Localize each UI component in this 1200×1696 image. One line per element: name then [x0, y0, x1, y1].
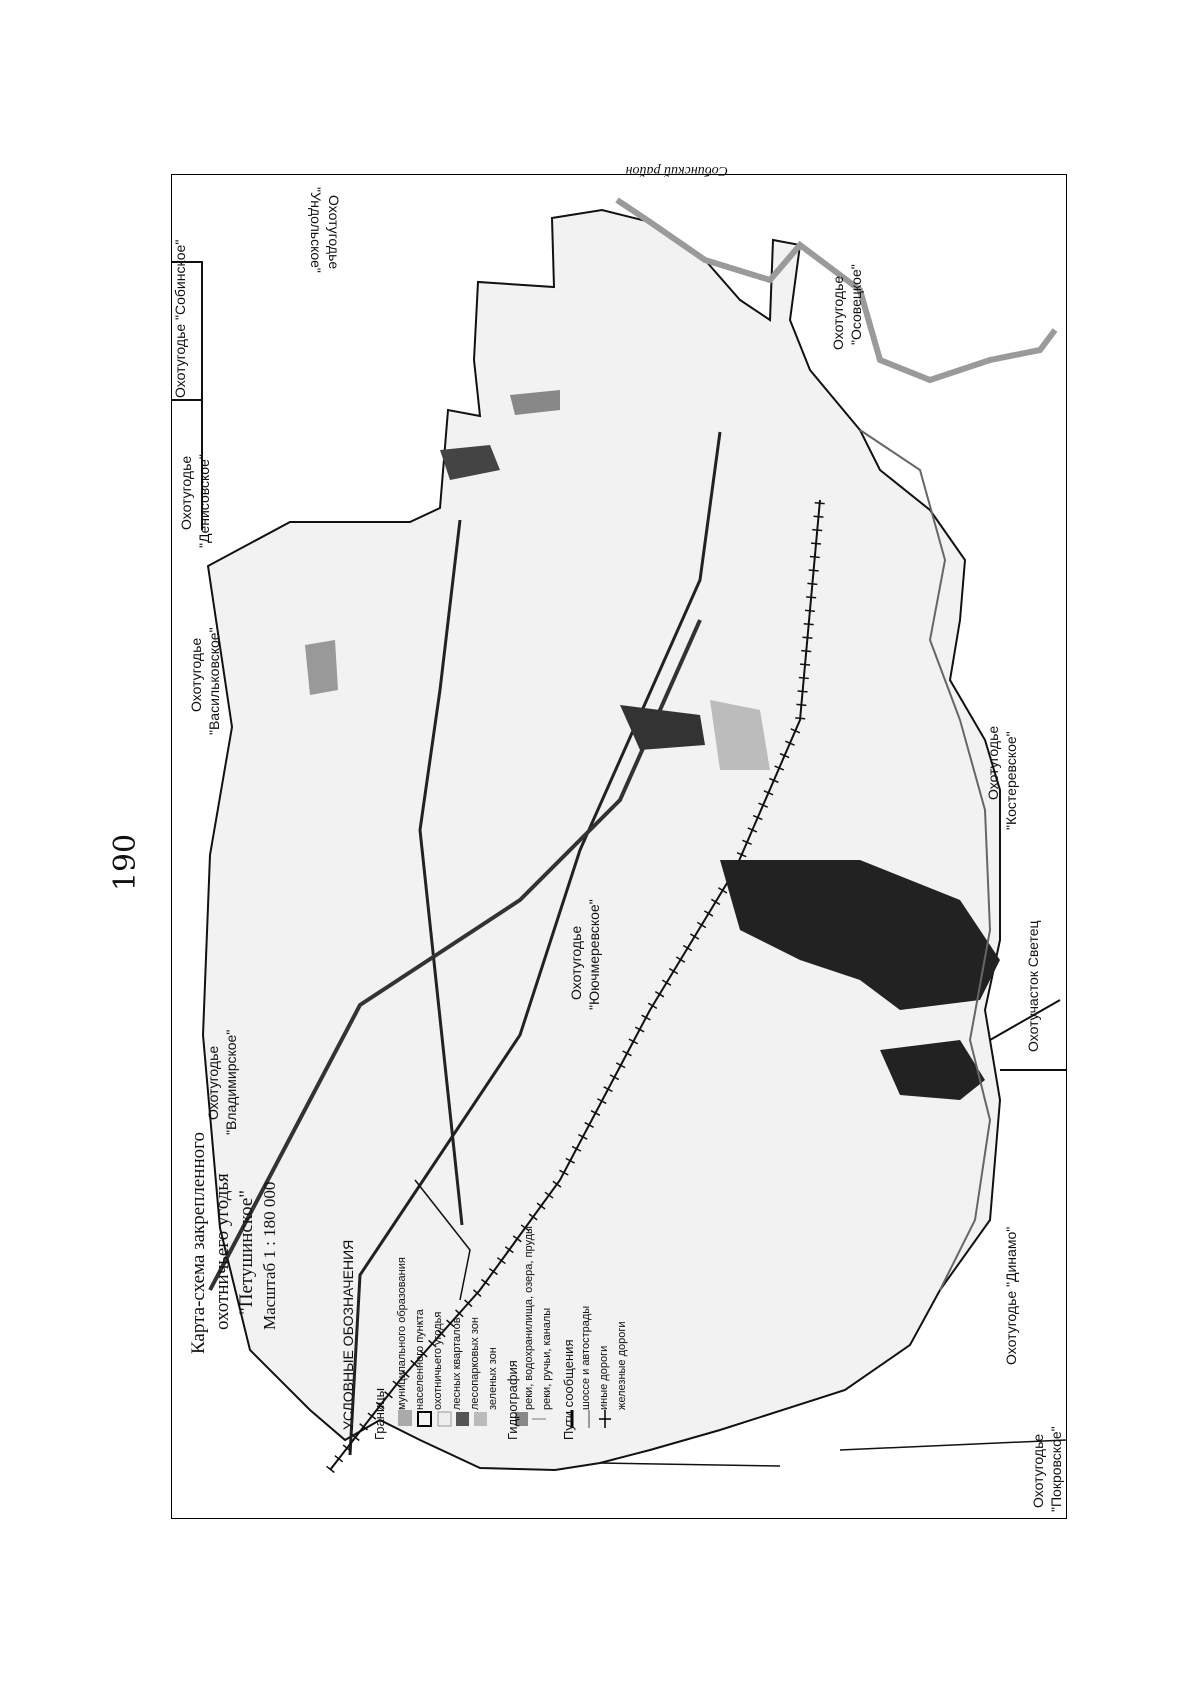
neighbor-denisovskoe-line2: "Денисовское" — [196, 454, 212, 548]
legend-item-municipal: муниципального образования — [396, 1257, 408, 1410]
neighbor-sobinskoe: Охотугодье "Собинское" — [172, 239, 188, 398]
legend-boundaries-heading: Границы — [372, 1388, 387, 1440]
legend-item-hunting-ground: охотничьего угодья — [432, 1311, 444, 1410]
neighbor-dinamo: Охотугодье "Динамо" — [1003, 1226, 1019, 1365]
neighbor-pokrovskoe-line2: "Покровское" — [1048, 1426, 1064, 1512]
neighbor-osovetskoe-line1: Охотугодье — [830, 275, 846, 350]
legend-heading: УСЛОВНЫЕ ОБОЗНАЧЕНИЯ — [340, 1239, 356, 1430]
legend-item-green-zone: зеленых зон — [487, 1347, 499, 1410]
legend-roads-heading: Пути сообщения — [561, 1339, 576, 1440]
legend-item-forest-quarters: лесных кварталов — [451, 1317, 463, 1410]
neighbor-vladimirskoe-line2: "Владимирское" — [223, 1029, 239, 1135]
neighbor-svetets: Охотучасток Светец — [1025, 920, 1041, 1052]
legend-item-other-roads: иные дороги — [598, 1345, 610, 1410]
map-title-line-2: охотничьего угодья — [212, 1173, 233, 1330]
neighbor-denisovskoe-line1: Охотугодье — [178, 455, 194, 530]
neighbor-kosterevskoe-line2: "Костеревское" — [1003, 731, 1019, 830]
legend-item-highways: шоссе и автострады — [580, 1305, 592, 1410]
hunting-ground-area — [203, 210, 1000, 1470]
map-title-line-3: "Петушинское" — [236, 1189, 257, 1315]
legend-item-streams: реки, ручьи, каналы — [541, 1307, 553, 1410]
neighbor-vladimirskoe-line1: Охотугодье — [205, 1045, 221, 1120]
legend-hydro-heading: Гидрография — [505, 1360, 520, 1440]
neighbor-yuchmerevskoe-line1: Охотугодье — [568, 925, 584, 1000]
boundary-line — [600, 1463, 780, 1466]
map-scale: Масштаб 1 : 180 000 — [260, 1181, 279, 1330]
neighbor-vasilkovskoe-line2: "Васильковское" — [206, 627, 222, 735]
legend-item-forest-park: лесопарковых зон — [469, 1317, 481, 1410]
legend-item-settlement: населенного пункта — [414, 1309, 426, 1410]
legend-item-railways: железные дороги — [616, 1321, 628, 1410]
page-number: 190 — [108, 833, 144, 892]
neighbor-vasilkovskoe-line1: Охотугодье — [188, 637, 204, 712]
sobinsky-district-label: Собинский район — [625, 163, 728, 178]
neighbor-kosterevskoe-line1: Охотугодье — [985, 725, 1001, 800]
map-title-line-1: Карта-схема закрепленного — [188, 1132, 209, 1354]
neighbor-yuchmerevskoe-line2: "Юючмеревское" — [586, 899, 602, 1010]
neighbor-pokrovskoe-line1: Охотугодье — [1030, 1433, 1046, 1508]
neighbor-undolskoe-line1: Охотугодье — [326, 195, 342, 270]
green-zone — [305, 640, 338, 695]
neighbor-osovetskoe-line2: "Осовецкое" — [848, 264, 864, 345]
legend-item-water-bodies: реки, водохранилища, озера, пруды — [523, 1226, 535, 1410]
neighbor-undolskoe-line2: "Ундольское" — [308, 187, 324, 273]
